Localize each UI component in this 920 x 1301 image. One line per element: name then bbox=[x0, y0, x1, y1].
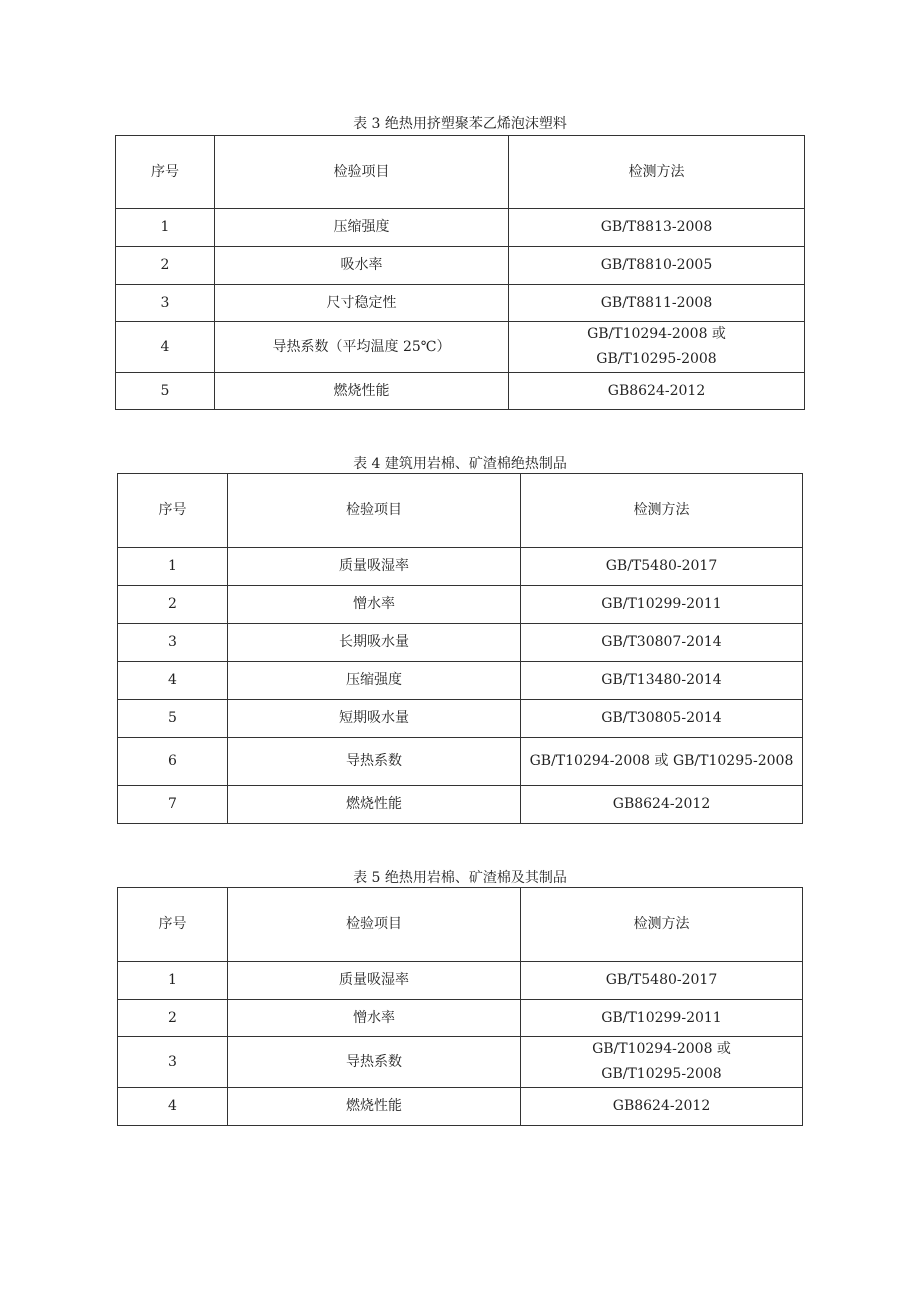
row-no: 3 bbox=[116, 285, 215, 322]
table-row bbox=[118, 548, 803, 586]
table-row bbox=[118, 786, 803, 824]
row-item: 质量吸湿率 bbox=[228, 548, 521, 586]
header-method: 检测方法 bbox=[521, 474, 803, 548]
table-row bbox=[116, 322, 805, 373]
row-method: GB/T13480-2014 bbox=[521, 662, 803, 700]
row-item: 导热系数（平均温度 25℃） bbox=[215, 322, 509, 373]
row-no: 2 bbox=[118, 586, 228, 624]
header-no: 序号 bbox=[118, 474, 228, 548]
row-item: 尺寸稳定性 bbox=[215, 285, 509, 322]
row-method: GB/T8810-2005 bbox=[509, 247, 805, 285]
table-row bbox=[118, 1088, 803, 1126]
row-item: 质量吸湿率 bbox=[228, 962, 521, 1000]
row-item: 憎水率 bbox=[228, 1000, 521, 1037]
table-row bbox=[118, 738, 803, 786]
table-row bbox=[116, 209, 805, 247]
table-row bbox=[118, 1037, 803, 1088]
table-row bbox=[118, 586, 803, 624]
row-no: 3 bbox=[118, 1037, 228, 1088]
row-item: 燃烧性能 bbox=[228, 1088, 521, 1126]
table-4 bbox=[117, 473, 803, 824]
table-row bbox=[118, 700, 803, 738]
table-row bbox=[116, 373, 805, 410]
row-item: 燃烧性能 bbox=[228, 786, 521, 824]
row-method-line2: GB/T10295-2008 bbox=[596, 351, 717, 367]
row-method-line2: GB/T10295-2008 bbox=[601, 1066, 722, 1082]
row-method: GB/T10294-2008 或 GB/T10295-2008 bbox=[521, 738, 803, 786]
table-header-row bbox=[116, 136, 805, 209]
row-method: GB/T10299-2011 bbox=[521, 1000, 803, 1037]
row-item: 导热系数 bbox=[228, 738, 521, 786]
header-no: 序号 bbox=[118, 888, 228, 962]
row-item: 憎水率 bbox=[228, 586, 521, 624]
row-no: 1 bbox=[116, 209, 215, 247]
row-no: 4 bbox=[118, 1088, 228, 1126]
header-method: 检测方法 bbox=[521, 888, 803, 962]
row-no: 5 bbox=[116, 373, 215, 410]
row-item: 长期吸水量 bbox=[228, 624, 521, 662]
row-method: GB/T8811-2008 bbox=[509, 285, 805, 322]
table-header-row bbox=[118, 474, 803, 548]
row-method: GB/T8813-2008 bbox=[509, 209, 805, 247]
row-method-line1: GB/T10294-2008 或 bbox=[592, 1041, 731, 1057]
row-method: GB/T30807-2014 bbox=[521, 624, 803, 662]
table-5 bbox=[117, 887, 803, 1126]
table-row bbox=[118, 962, 803, 1000]
row-method: GB/T30805-2014 bbox=[521, 700, 803, 738]
table-row bbox=[118, 662, 803, 700]
row-method: GB8624-2012 bbox=[509, 373, 805, 410]
row-method: GB8624-2012 bbox=[521, 786, 803, 824]
row-item: 吸水率 bbox=[215, 247, 509, 285]
row-item: 导热系数 bbox=[228, 1037, 521, 1088]
table-5-caption: 表 5 绝热用岩棉、矿渣棉及其制品 bbox=[353, 870, 567, 886]
row-method: GB8624-2012 bbox=[521, 1088, 803, 1126]
row-no: 2 bbox=[116, 247, 215, 285]
row-item: 短期吸水量 bbox=[228, 700, 521, 738]
row-method: GB/T5480-2017 bbox=[521, 548, 803, 586]
table-row bbox=[116, 247, 805, 285]
table-3 bbox=[115, 135, 805, 410]
row-no: 7 bbox=[118, 786, 228, 824]
row-method bbox=[521, 1037, 803, 1088]
row-no: 1 bbox=[118, 548, 228, 586]
row-method bbox=[509, 322, 805, 373]
header-method: 检测方法 bbox=[509, 136, 805, 209]
table-4-caption: 表 4 建筑用岩棉、矿渣棉绝热制品 bbox=[353, 456, 567, 472]
row-no: 4 bbox=[116, 322, 215, 373]
row-method-line1: GB/T10294-2008 或 bbox=[587, 326, 726, 342]
row-no: 6 bbox=[118, 738, 228, 786]
table-row bbox=[116, 285, 805, 322]
row-item: 燃烧性能 bbox=[215, 373, 509, 410]
header-item: 检验项目 bbox=[215, 136, 509, 209]
row-no: 2 bbox=[118, 1000, 228, 1037]
table-header-row bbox=[118, 888, 803, 962]
row-method: GB/T10299-2011 bbox=[521, 586, 803, 624]
row-no: 5 bbox=[118, 700, 228, 738]
row-item: 压缩强度 bbox=[215, 209, 509, 247]
header-no: 序号 bbox=[116, 136, 215, 209]
row-no: 1 bbox=[118, 962, 228, 1000]
row-no: 3 bbox=[118, 624, 228, 662]
header-item: 检验项目 bbox=[228, 888, 521, 962]
header-item: 检验项目 bbox=[228, 474, 521, 548]
table-row bbox=[118, 1000, 803, 1037]
row-item: 压缩强度 bbox=[228, 662, 521, 700]
table-3-caption: 表 3 绝热用挤塑聚苯乙烯泡沫塑料 bbox=[353, 116, 567, 132]
row-no: 4 bbox=[118, 662, 228, 700]
row-method: GB/T5480-2017 bbox=[521, 962, 803, 1000]
table-row bbox=[118, 624, 803, 662]
